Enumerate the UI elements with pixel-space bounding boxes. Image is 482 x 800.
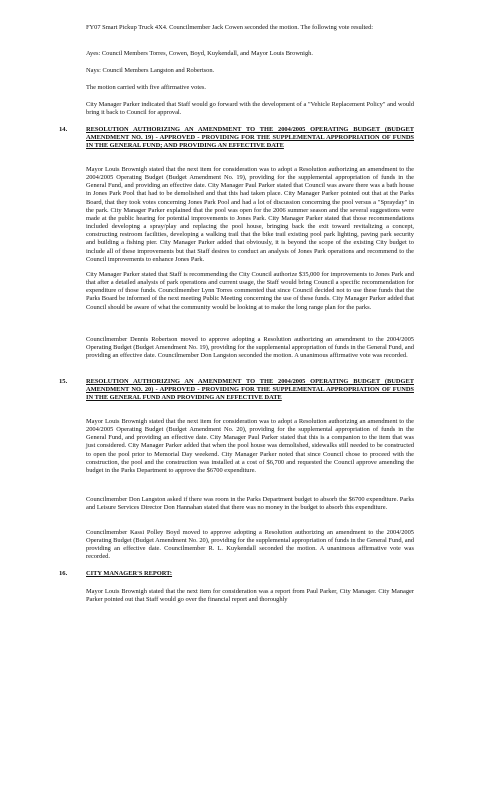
section-16-heading: CITY MANAGER'S REPORT: [86,570,173,577]
motion-carried-paragraph: The motion carried with five affirmative votes. [86,84,207,91]
section-15-heading: RESOLUTION AUTHORIZING AN AMENDMENT TO THE 2004/2005 OPERATING BUDGET (BUDGET AMENDMENT NO. 20) - APPROVED - PROVIDING FOR THE SUPPLEMENTAL APPROPRIATION OF FUNDS IN THE GENERAL FUND AND PROVIDING AN EFFECTIVE DATE [86,378,414,402]
section-16-paragraph-1: Mayor Louis Brownigh stated that the next item for consideration was a report from Paul Parker, City Manager. City Manager Parker pointed out that Staff would go over the financial report and thoroughly [86,588,414,604]
section-15-paragraph-2: Councilmember Don Langston asked if there was room in the Parks Department budget to absorb the $6700 expenditure. Parks and Leisure Services Director Don Hannahan stated that there was no money in the budget to absorb this expenditure. [86,496,414,512]
item-number-16: 16. [59,570,68,577]
section-14-paragraph-1: Mayor Louis Brownigh stated that the next item for consideration was to adopt a Resolution authorizing an amendment to the 2004/2005 Operating Budget (Budget Amendment No. 19), providing for the supplemental appropriation of funds in the General Fund, and providing an effective date. City Manager Paul Parker stated that Council was aware there was a bath house in Jones Park Pool that had to be demolished and that this had taken place. City Manager Parker pointed out that at the Parks Board, that they took votes concerning Jones Park Pool and had a lot of discussion concerning the pool versus a "Sprayday" in the park. City Manager Parker explained that the pool was open for the 2006 summer season and the several suggestions were made at the public hearing for potential improvements to Jones Park. City Manager Parker stated that those recommendations included developing a spray/play and replacing the pool house, bringing back the exit toward revitalizing a concept, constructing restroom facilities, developing a walking trail that the bike trail existing pool park lighting, paving park security and building a fishing pier. City Manager Parker added that obviously, it is beyond the scope of the existing City budget to include all of these improvements but that Staff desires to conduct an analysis of Jones Park operations and recommend to the Council improvements to enhance Jones Park. [86,166,414,263]
vehicle-policy-paragraph: City Manager Parker indicated that Staff would go forward with the development of a "Vehicle Replacement Policy" and would bring it back to Council for approval. [86,101,414,117]
section-15-paragraph-1: Mayor Louis Brownigh stated that the next item for consideration was to adopt a Resolution authorizing an amendment to the 2004/2005 Operating Budget (Budget Amendment No. 20), providing for the supplemental appropriation of funds in the General Fund, and providing an effective date. City Manager Paul Parker stated that this is a companion to the item that was just considered. City Manager Parker added that when the pool house was demolished, sidewalks still needed to be constructed to open the pool prior to Memorial Day weekend. City Manager Parker noted that since Council chose to proceed with the construction, the pool and the construction was installed at a cost of $6,700 and requested the Council approve amending the budget in the Parks Department to approve the $6700 expenditure. [86,418,414,474]
ayes-paragraph: Ayes: Council Members Torres, Cowen, Boyd, Kuykendall, and Mayor Louis Brownigh. [86,50,313,57]
section-14-heading: RESOLUTION AUTHORIZING AN AMENDMENT TO THE 2004/2005 OPERATING BUDGET (BUDGET AMENDMENT NO. 19) - APPROVED - PROVIDING FOR THE SUPPLEMENTAL APPROPRIATION OF FUNDS IN THE GENERAL FUND; AND PROVIDING AN EFFECTIVE DATE [86,126,414,150]
section-15-paragraph-3: Councilmember Kassi Polley Boyd moved to approve adopting a Resolution authorizing an amendment to the 2004/2005 Operating Budget (Budget Amendment No. 20), providing for the supplemental appropriation of funds in the General Fund, and providing an effective date. Councilmember R. L. Kuykendall seconded the motion. A unanimous affirmative vote was recorded. [86,529,414,561]
item-number-14: 14. [59,126,68,133]
section-14-paragraph-3: Councilmember Dennis Robertson moved to approve adopting a Resolution authorizing an amendment to the 2004/2005 Operating Budget (Budget Amendment No. 19), providing for the supplemental appropriation of funds in the General Fund, and providing an effective date. Councilmember Don Langston seconded the motion. A unanimous affirmative vote was recorded. [86,336,414,360]
motion-paragraph: FY07 Smart Pickup Truck 4X4. Councilmember Jack Cowen seconded the motion. The following vote resulted: [86,24,374,31]
nays-paragraph: Nays: Council Members Langston and Robertson. [86,67,215,74]
item-number-15: 15. [59,378,68,385]
section-14-paragraph-2: City Manager Parker stated that Staff is recommending the City Council authorize $35,000 for improvements to Jones Park and that after a detailed analysis of park operations and current usage, the Staff would bring Council a specific recommendation for expenditure of those funds. Councilmember Lynn Torres commented that since Council decided not to use these funds that the Parks Board be informed of the next meeting Public Meeting concerning the use of these funds. City Manager Parker added that Council should be aware of what the community would be looking at to make the long range plan for the parks. [86,271,414,311]
